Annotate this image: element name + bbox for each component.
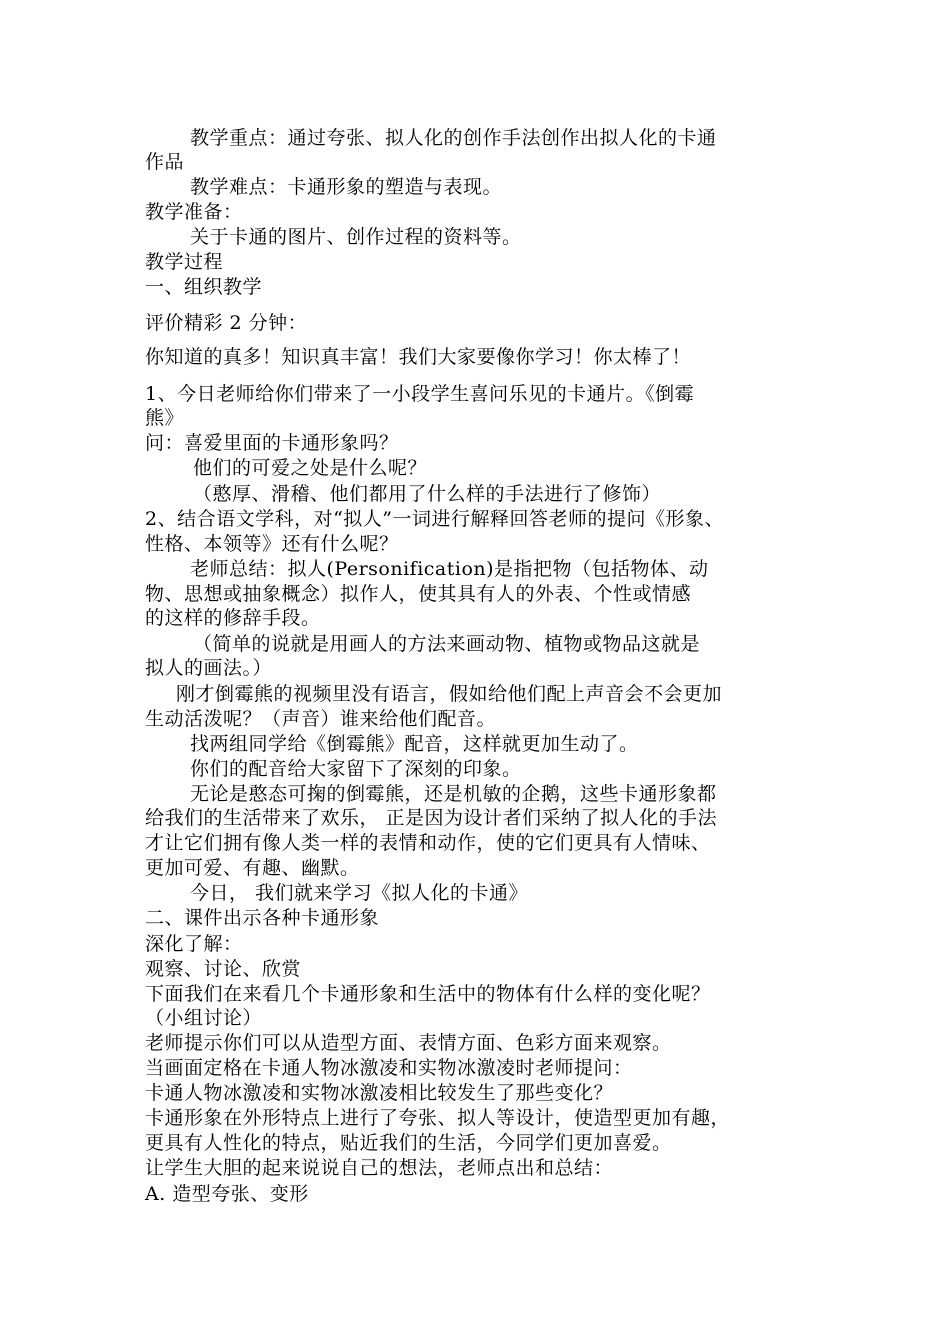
text-line: 刚才倒霉熊的视频里没有语言，假如给他们配上声音会不会更加 bbox=[176, 683, 723, 705]
text-line: 下面我们在来看几个卡通形象和生活中的物体有什么样的变化呢？ bbox=[145, 983, 711, 1005]
text-line: 物、思想或抽象概念）拟作人，使其具有人的外表、个性或情感 bbox=[145, 583, 692, 605]
text-line: 熊》 bbox=[145, 407, 185, 429]
text-line: 老师提示你们可以从造型方面、表情方面、色彩方面来观察。 bbox=[145, 1032, 672, 1054]
text-line: 更加可爱、有趣、幽默。 bbox=[145, 857, 360, 879]
text-line: 一、组织教学 bbox=[145, 276, 263, 298]
text-line: （简单的说就是用画人的方法来画动物、植物或物品这就是 bbox=[193, 633, 701, 655]
text-line: 卡通人物冰激凌和实物冰激凌相比较发生了那些变化？ bbox=[145, 1082, 614, 1104]
text-line: （憨厚、滑稽、他们都用了什么样的手法进行了修饰） bbox=[193, 483, 662, 505]
text-line: 观察、讨论、欣赏 bbox=[145, 958, 302, 980]
text-line: 评价精彩 2 分钟： bbox=[145, 312, 308, 334]
text-line: 2、结合语文学科，对“拟人”一词进行解释回答老师的提问《形象、 bbox=[145, 508, 725, 530]
text-line: 的这样的修辞手段。 bbox=[145, 607, 321, 629]
text-line: 教学重点：通过夸张、拟人化的创作手法创作出拟人化的卡通 bbox=[190, 127, 717, 149]
text-line: 他们的可爱之处是什么呢？ bbox=[193, 457, 428, 479]
text-line: 教学过程 bbox=[145, 251, 224, 273]
text-line: 你知道的真多！知识真丰富！我们大家要像你学习！你太棒了！ bbox=[145, 346, 692, 368]
text-line: 今日， 我们就来学习《拟人化的卡通》 bbox=[190, 882, 529, 904]
text-line: 关于卡通的图片、创作过程的资料等。 bbox=[190, 226, 522, 248]
text-line: （小组讨论） bbox=[145, 1007, 263, 1029]
text-line: 拟人的画法。） bbox=[145, 657, 273, 679]
text-line: 深化了解： bbox=[145, 933, 243, 955]
text-line: 卡通形象在外形特点上进行了夸张、拟人等设计，使造型更加有趣， bbox=[145, 1107, 731, 1129]
text-line: 你们的配音给大家留下了深刻的印象。 bbox=[190, 758, 522, 780]
text-line: 问：喜爱里面的卡通形象吗？ bbox=[145, 432, 399, 454]
text-line: 生动活泼呢？（声音）谁来给他们配音。 bbox=[145, 708, 497, 730]
text-line: A. 造型夸张、变形 bbox=[145, 1183, 309, 1205]
text-line: 二、课件出示各种卡通形象 bbox=[145, 907, 380, 929]
text-line: 当画面定格在卡通人物冰激凌和实物冰激凌时老师提问： bbox=[145, 1057, 633, 1079]
text-line: 才让它们拥有像人类一样的表情和动作，使的它们更具有人情味、 bbox=[145, 832, 711, 854]
text-line: 教学准备： bbox=[145, 201, 243, 223]
text-line: 无论是憨态可掬的倒霉熊，还是机敏的企鹅，这些卡通形象都 bbox=[190, 783, 717, 805]
text-line: 找两组同学给《倒霉熊》配音，这样就更加生动了。 bbox=[190, 733, 639, 755]
text-line: 教学难点：卡通形象的塑造与表现。 bbox=[190, 176, 503, 198]
text-line: 更具有人性化的特点，贴近我们的生活，今同学们更加喜爱。 bbox=[145, 1132, 672, 1154]
text-line: 性格、本领等》还有什么呢？ bbox=[145, 533, 399, 555]
text-line: 给我们的生活带来了欢乐， 正是因为设计者们采纳了拟人化的手法 bbox=[145, 807, 718, 829]
text-line: 1、今日老师给你们带来了一小段学生喜问乐见的卡通片。《倒霉 bbox=[145, 383, 695, 405]
text-line: 让学生大胆的起来说说自己的想法，老师点出和总结： bbox=[145, 1157, 614, 1179]
text-line: 作品 bbox=[145, 151, 185, 173]
text-line: 老师总结：拟人(Personification)是指把物（包括物体、动 bbox=[190, 558, 709, 580]
